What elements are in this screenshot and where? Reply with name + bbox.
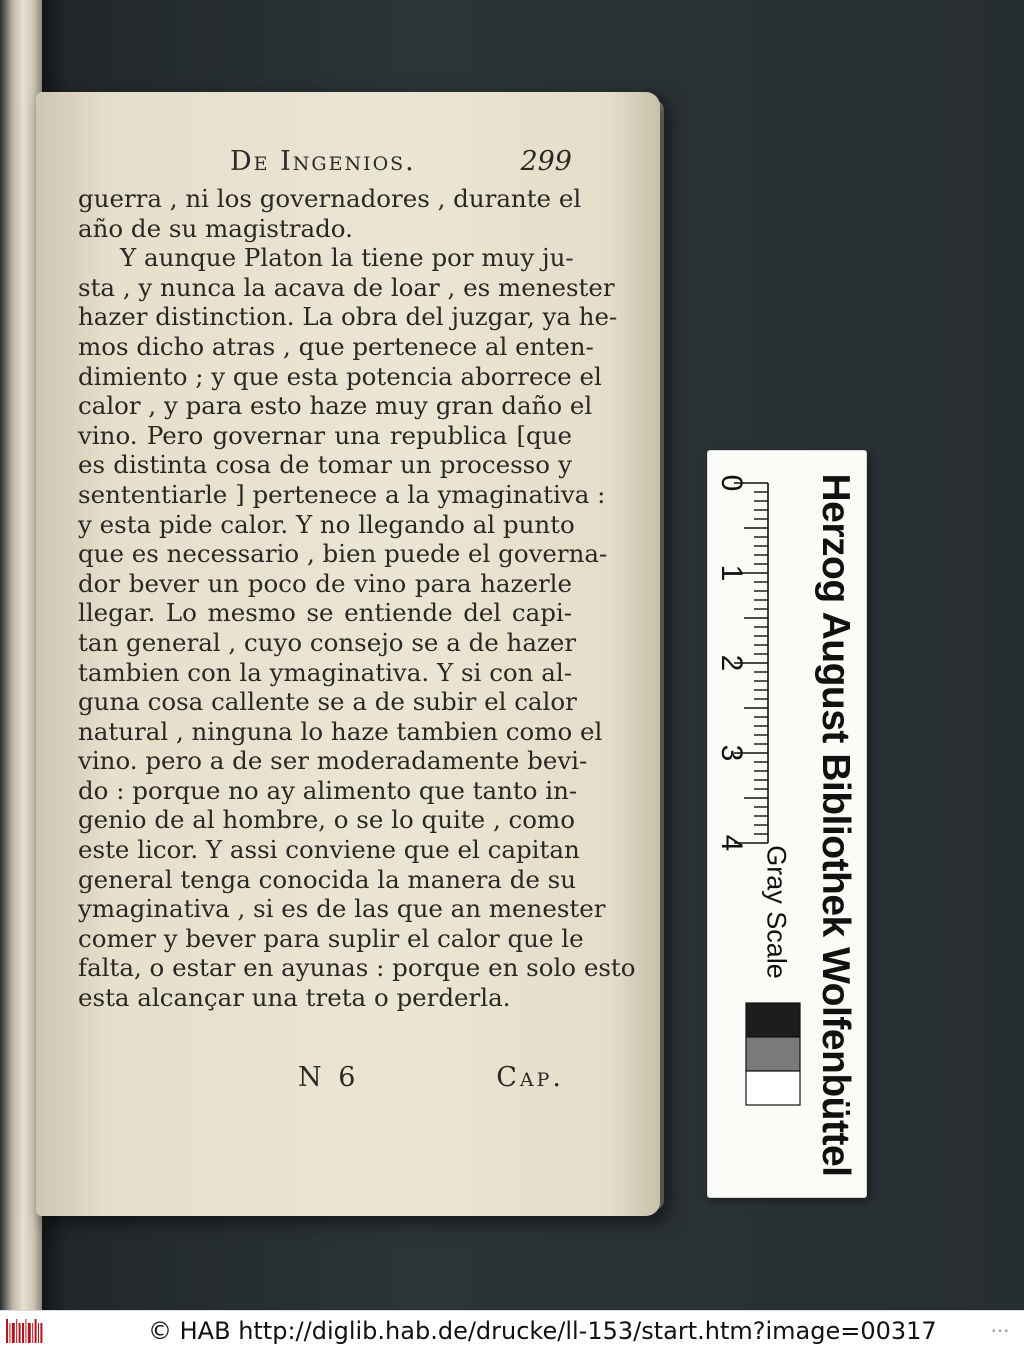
logo-stripe [25, 1319, 26, 1343]
running-title: De Ingenios. [230, 146, 416, 177]
text-line: falta, o estar en ayunas : porque en solo esto [78, 953, 636, 983]
gray-scale-label: Gray Scale [761, 845, 792, 979]
footer-bar [0, 1310, 1024, 1351]
logo-stripe [22, 1323, 24, 1343]
logo-stripe [12, 1323, 15, 1343]
gray-patch [746, 1037, 800, 1071]
signature-mark: N 6 [298, 1062, 360, 1093]
ruler-number: 3 [715, 744, 749, 762]
gray-patch [746, 1071, 800, 1105]
logo-stripe [6, 1319, 8, 1343]
logo-stripe [9, 1323, 10, 1343]
scale-ruler-card [707, 450, 867, 1198]
text-line: hazer distinction. La obra del juzgar, ya he- [78, 302, 618, 332]
ruler-number: 0 [715, 474, 749, 492]
logo-stripe [40, 1323, 42, 1343]
logo-stripe [28, 1323, 31, 1343]
ruler-number: 4 [715, 834, 749, 852]
copyright-text[interactable]: © HAB http://diglib.hab.de/drucke/ll-153/start.htm?image=00317 [148, 1317, 937, 1345]
institution-label-box [804, 465, 866, 1185]
text-line: natural , ninguna lo haze tambien como el [78, 716, 603, 746]
logo-stripe [32, 1323, 33, 1343]
text-line: mos dicho atras , que pertenece al enten- [78, 331, 594, 361]
text-line: esta alcançar una treta o perderla. [78, 983, 511, 1013]
text-line: Y aunque Platon la tiene por muy ju- [120, 243, 574, 273]
text-line: guna cosa callente se a de subir el calor [78, 687, 577, 717]
ruler-number: 1 [715, 564, 749, 582]
text-line: tan general , cuyo consejo se a de hazer [78, 627, 577, 657]
text-line: este licor. Y assi conviene que el capitan [78, 835, 580, 865]
text-line: vino. pero a de ser moderadamente bevi- [78, 746, 588, 776]
text-line: general tenga conocida la manera de su [78, 864, 577, 894]
text-line: que es necessario , bien puede el governa- [78, 539, 608, 569]
text-line: genio de al hombre, o se lo quite , como [78, 805, 575, 835]
institution-label: Herzog August Bibliothek Wolfenbüttel [814, 473, 857, 1177]
text-line: dor bever un poco de vino para hazerle [78, 568, 572, 598]
text-line: calor , y para esto haze muy gran daño el [78, 391, 593, 421]
text-line: sententiarle ] pertenece a la ymaginativa : [78, 479, 606, 509]
gray-scale-label-box [750, 845, 802, 979]
text-line: es distinta cosa de tomar un processo y [78, 450, 572, 480]
logo-stripe [38, 1323, 39, 1343]
text-line: año de su magistrado. [78, 213, 353, 243]
catchword: Cap. [496, 1062, 564, 1093]
text-line: guerra , ni los governadores , durante el [78, 184, 582, 213]
logo-stripe [19, 1323, 21, 1343]
text-line: sta , y nunca la acava de loar , es menester [78, 272, 615, 302]
text-line: y esta pide calor. Y no llegando al punto [78, 509, 575, 539]
footer-dots: ••• [991, 1327, 1010, 1337]
body-text [78, 184, 636, 1013]
text-line: tambien con la ymaginativa. Y si con al- [78, 657, 572, 687]
logo-stripe [35, 1319, 37, 1343]
ruler-number: 2 [715, 654, 749, 672]
text-line: do : porque no ay alimento que tanto in- [78, 775, 578, 805]
page-number: 299 [520, 146, 572, 177]
text-line: llegar. Lo mesmo se entiende del capi- [78, 598, 572, 628]
text-line: comer y bever para suplir el calor que le [78, 923, 584, 953]
hab-logo-icon [6, 1319, 44, 1343]
logo-stripe [16, 1319, 17, 1343]
gray-patch [746, 1003, 800, 1037]
text-line: dimiento ; y que esta potencia aborrece el [78, 361, 602, 391]
text-line: ymaginativa , si es de las que an menester [78, 894, 606, 924]
text-line: vino. Pero governar una republica [que [78, 420, 572, 450]
